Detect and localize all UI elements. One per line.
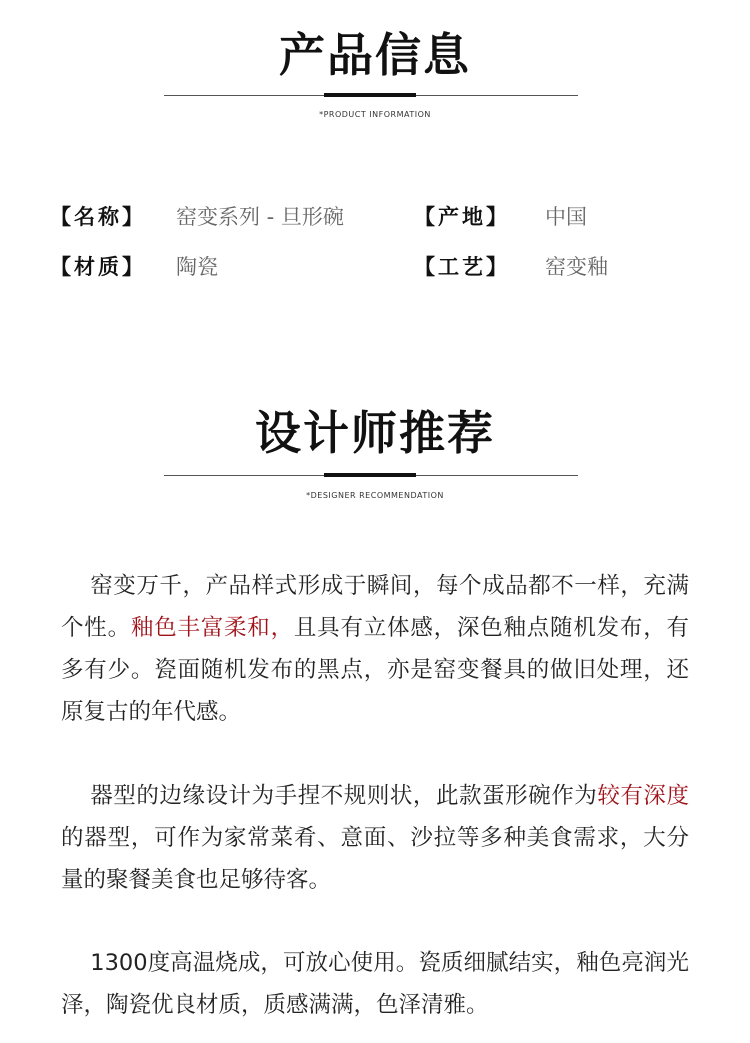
paragraph-1-text-b: 且具有立体感，深色釉点随机发布，有多有少。瓷面随机发布的黑点，亦是窑变餐具的做旧处理，还原复古的年代感。 xyxy=(61,615,689,725)
info-value-craft: 窑变釉 xyxy=(545,255,608,279)
paragraph-2-text-a: 器型的边缘设计为手捏不规则状，此款蛋形碗作为 xyxy=(90,783,598,809)
designer-paragraph-3 xyxy=(61,942,689,1026)
paragraph-3-text-a: 1300度高温烧成，可放心使用。瓷质细腻结实，釉色亮润光泽，陶瓷优良材质，质感满满，色泽清雅。 xyxy=(61,950,689,1018)
designer-title: 设计师推荐 xyxy=(255,406,495,460)
info-label-name: 【名称】 xyxy=(50,205,146,229)
designer-paragraph-2 xyxy=(61,775,689,901)
info-label-material: 【材质】 xyxy=(50,255,146,279)
product-info-title: 产品信息 xyxy=(279,28,471,82)
info-value-name: 窑变系列 - 旦形碗 xyxy=(176,205,344,229)
paragraph-2-text-b: 的器型，可作为家常菜肴、意面、沙拉等多种美食需求，大分量的聚餐美食也足够待客。 xyxy=(61,825,689,893)
info-label-craft: 【工艺】 xyxy=(414,255,510,279)
info-label-origin: 【产地】 xyxy=(414,205,510,229)
info-value-origin: 中国 xyxy=(545,205,587,229)
product-info-subtitle: *PRODUCT INFORMATION xyxy=(319,110,431,119)
product-info-divider-accent xyxy=(324,93,416,97)
paragraph-1-text-a: 窑变万千，产品样式形成于瞬间，每个成品都不一样，充满个性。 xyxy=(61,573,689,641)
paragraph-2-highlight: 较有深度 xyxy=(597,783,689,809)
designer-paragraph-1 xyxy=(61,565,689,733)
designer-divider-accent xyxy=(324,473,416,477)
designer-subtitle: *DESIGNER RECOMMENDATION xyxy=(306,491,444,500)
info-value-material: 陶瓷 xyxy=(176,255,218,279)
paragraph-1-highlight: 釉色丰富柔和， xyxy=(130,615,294,641)
